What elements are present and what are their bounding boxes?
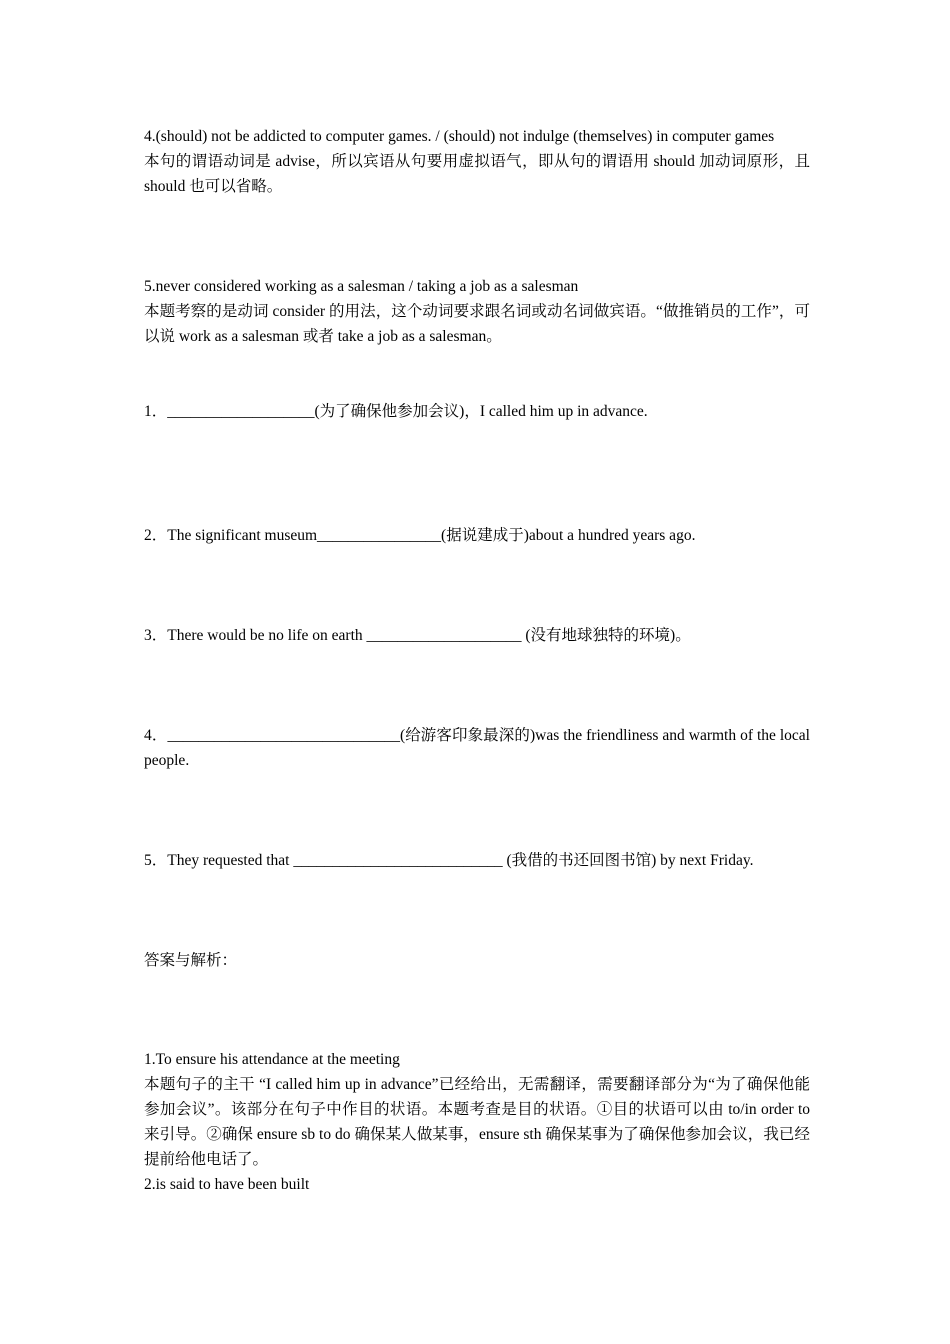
question-2: 2．The significant museum________________(据说建成于)about a hundred years ago. [144,527,696,544]
answers-heading: 答案与解析： [144,952,238,969]
answer-5: 5.never considered working as a salesman / taking a job as a salesman [144,278,579,295]
question-4: 4．______________________________(给游客印象最深的)was the friendliness and warmth of the local people. [144,727,810,769]
explanation-4: 本句的谓语动词是 advise，所以宾语从句要用虚拟语气，即从句的谓语用 should 加动词原形，且 should 也可以省略。 [144,153,810,195]
answer-1: 1.To ensure his attendance at the meeting [144,1051,400,1068]
question-5: 5．They requested that ___________________________ (我借的书还回图书馆) by next Friday. [144,852,754,869]
answer-4: 4.(should) not be addicted to computer games. / (should) not indulge (themselves) in computer games [144,128,775,145]
explanation-5: 本题考察的是动词 consider 的用法，这个动词要求跟名词或动名词做宾语。“做推销员的工作”，可以说 work as a salesman 或者 take a job as a salesman。 [144,303,810,345]
explanation-1: 本题句子的主干 “I called him up in advance”已经给出，无需翻译，需要翻译部分为“为了确保他能参加会议”。该部分在句子中作目的状语。本题考查是目的状语。①目的状语可以由 to/in order to 来引导。②确保 ensure sb to do 确保某人做某事，ensure sth 确保某事为了确保他参加会议，我已经提前给他电话了。 [144,1076,810,1168]
answer-2: 2.is said to have been built [144,1176,310,1193]
document-page [144,124,810,1197]
question-3: 3．There would be no life on earth ____________________ (没有地球独特的环境)。 [144,627,691,644]
question-1: 1．___________________(为了确保他参加会议)，I called him up in advance. [144,403,648,420]
